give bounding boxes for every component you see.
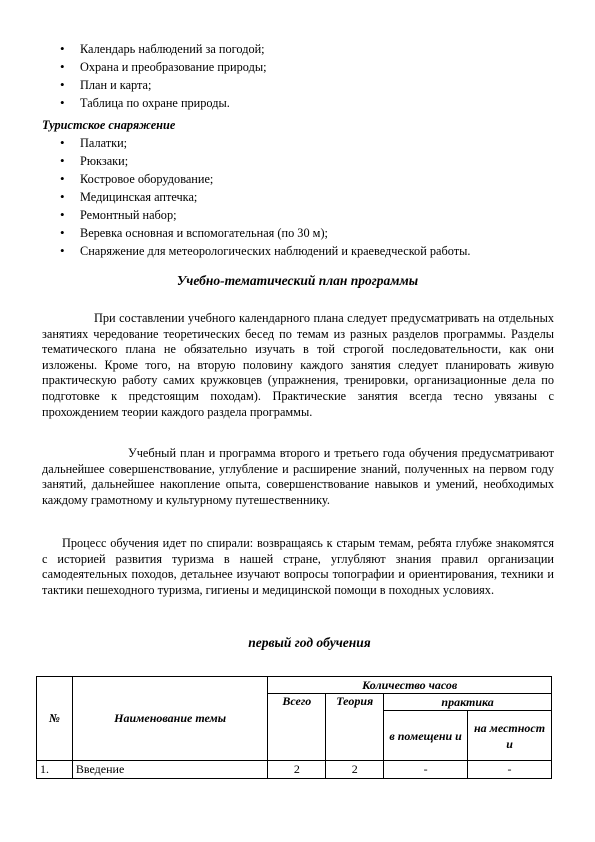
list-item: • Медицинская аптечка; [60, 188, 470, 206]
section-heading-plan: Учебно-тематический план программы [176, 273, 419, 288]
equipment-section-label: Туристское снаряжение [42, 118, 176, 132]
header-topic: Наименование темы [72, 677, 267, 761]
list-item: • Палатки; [60, 134, 470, 152]
header-total: Всего [268, 694, 326, 761]
list-item: • Рюкзаки; [60, 152, 470, 170]
list-item: • Календарь наблюдений за погодой; [60, 40, 267, 58]
paragraph: При составлении учебного календарного плана следует предусматривать на отдельных занятиях чередование теоретических бесед по темам из разных разделов программы. Разделы тематического плана не обязательно изучать в той строгой последовательности, как они изложены. Кроме того, на вторую половину каждого занятия следует планировать живую практическую работу самих кружковцев (упражнения, тренировки, организационные дела по подготовке к предстоящим походам). Практические занятия всегда тесно увязаны с прохождением теории каждого раздела программы. [42, 311, 554, 419]
section-heading-first-year: первый год обучения [248, 635, 371, 650]
bullet-list-materials [60, 40, 267, 112]
paragraph: Процесс обучения идет по спирали: возвращаясь к старым темам, ребята глубже знакомятся с историей развития туризма в нашей стране, углубляют знания правил организации самодеятельных походов, детальнее изучают вопросы топографии и ориентирования, техники и тактики пешеходного туризма, гигиены и медицинской помощи в походных условиях. [42, 536, 554, 597]
header-hours: Количество часов [268, 677, 552, 694]
list-item: • План и карта; [60, 76, 267, 94]
row-total: 2 [268, 761, 326, 779]
curriculum-table [36, 676, 552, 779]
list-item: • Веревка основная и вспомогательная (по 30 м); [60, 224, 470, 242]
header-outdoor: на местност и [468, 711, 552, 761]
list-item: • Снаряжение для метеорологических наблюдений и краеведческой работы. [60, 242, 470, 260]
header-practice: практика [384, 694, 552, 711]
bullet-list-equipment [60, 134, 470, 260]
list-item: • Таблица по охране природы. [60, 94, 267, 112]
header-theory: Теория [326, 694, 384, 761]
header-number: № [37, 677, 73, 761]
row-outdoor: - [468, 761, 552, 779]
header-indoor: в помещени и [384, 711, 468, 761]
list-item: • Ремонтный набор; [60, 206, 470, 224]
row-topic: Введение [72, 761, 267, 779]
list-item: • Охрана и преобразование природы; [60, 58, 267, 76]
table-row [37, 761, 552, 779]
row-number: 1. [37, 761, 73, 779]
paragraph: Учебный план и программа второго и третьего года обучения предусматривают дальнейшее совершенствование, углубление и расширение знаний, полученных на первом году занятий, дальнейшее накопление опыта, совершенствование навыков и умений, необходимых каждому грамотному и культурному путешественнику. [42, 446, 554, 507]
row-indoor: - [384, 761, 468, 779]
row-theory: 2 [326, 761, 384, 779]
list-item: • Костровое оборудование; [60, 170, 470, 188]
